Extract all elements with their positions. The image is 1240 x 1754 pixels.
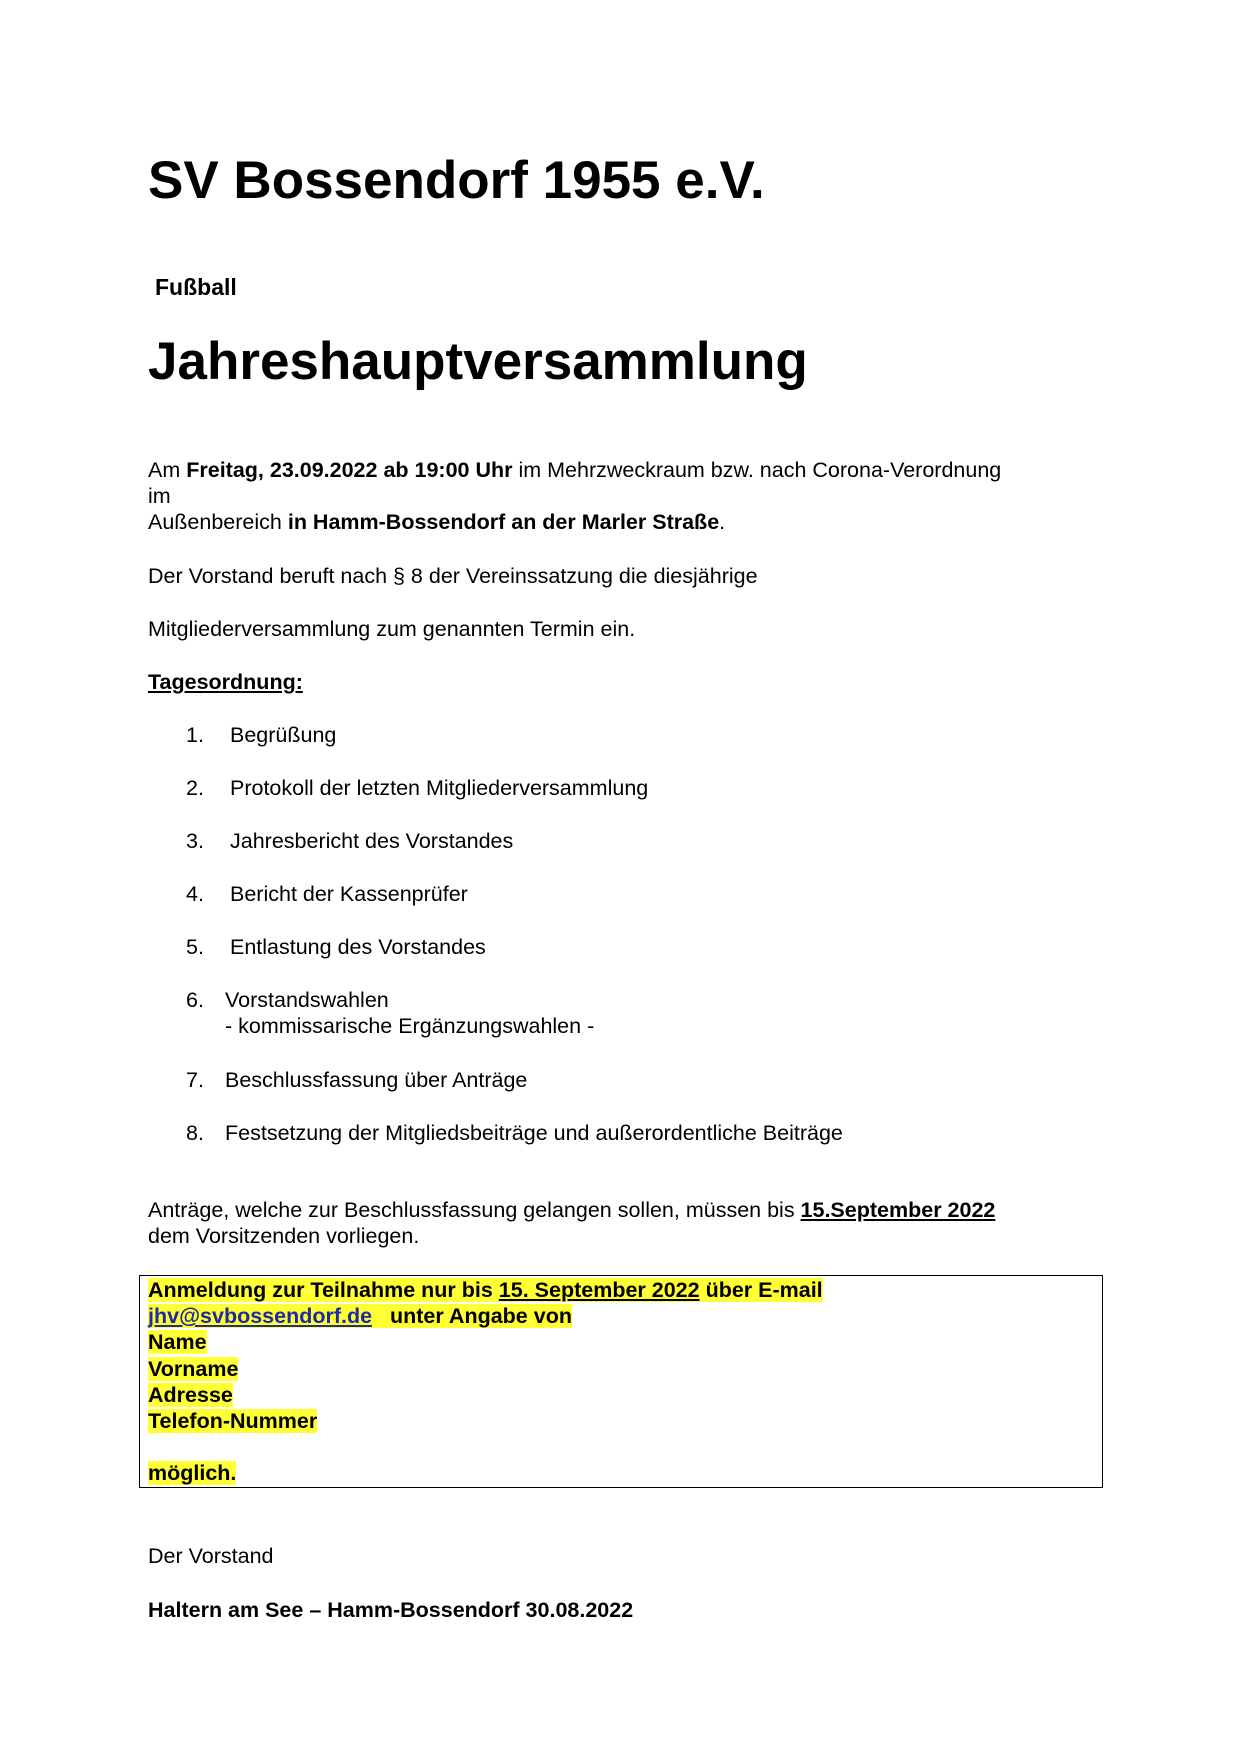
convocation-paragraph-continued: Mitgliederversammlung zum genannten Termin ein. (148, 617, 636, 641)
agenda-text: Entlastung des Vorstandes (230, 935, 486, 959)
document-title: Jahreshauptversammlung (148, 332, 808, 391)
motions-deadline: 15.September 2022 (800, 1198, 996, 1222)
intro-line-1 (148, 457, 1001, 483)
place-and-date: Haltern am See – Hamm-Bossendorf 30.08.2022 (148, 1598, 634, 1622)
motions-line-1 (148, 1197, 995, 1223)
intro-line-3 (148, 509, 1001, 535)
registration-email-link[interactable]: jhv@svbossendorf.de (148, 1304, 373, 1329)
agenda-number: 3. (186, 829, 204, 853)
registration-line-1 (148, 1277, 823, 1303)
registration-text-part: unter Angabe von (390, 1304, 572, 1329)
registration-gap (372, 1304, 390, 1328)
agenda-text: Begrüßung (230, 723, 337, 747)
field-label: Vorname (148, 1356, 239, 1381)
agenda-number: 4. (186, 882, 204, 906)
agenda-text: Jahresbericht des Vorstandes (230, 829, 514, 853)
motions-line-2: dem Vorsitzenden vorliegen. (148, 1224, 420, 1248)
field-label: Adresse (148, 1382, 233, 1407)
agenda-text: Beschlussfassung über Anträge (225, 1068, 528, 1092)
agenda-number: 6. (186, 988, 204, 1012)
agenda-subtext: - kommissarische Ergänzungswahlen - (225, 1014, 595, 1038)
agenda-number: 2. (186, 776, 204, 800)
agenda-text: Protokoll der letzten Mitgliederversammlung (230, 776, 649, 800)
section-label: Fußball (155, 274, 237, 300)
registration-field-phone (148, 1408, 823, 1434)
registration-deadline: 15. September 2022 (498, 1278, 700, 1302)
meeting-date-time: Freitag, 23.09.2022 ab 19:00 Uhr (186, 458, 513, 482)
agenda-number: 1. (186, 723, 204, 747)
agenda-text: Festsetzung der Mitgliedsbeiträge und außerordentliche Beiträge (225, 1121, 843, 1145)
agenda-number: 8. (186, 1121, 204, 1145)
intro-paragraph (148, 457, 1001, 535)
intro-text: Außenbereich (148, 510, 288, 534)
meeting-location: in Hamm-Bossendorf an der Marler Straße (287, 510, 720, 534)
agenda-text: Vorstandswahlen (225, 988, 389, 1012)
agenda-number: 5. (186, 935, 204, 959)
agenda-text: Bericht der Kassenprüfer (230, 882, 468, 906)
intro-text: Am (148, 458, 187, 482)
agenda-number: 7. (186, 1068, 204, 1092)
agenda-heading: Tagesordnung: (148, 670, 303, 694)
registration-blank-line (148, 1434, 823, 1460)
registration-field-address (148, 1382, 823, 1408)
registration-closing (148, 1460, 823, 1486)
registration-field-name (148, 1329, 823, 1355)
registration-field-firstname (148, 1356, 823, 1382)
club-name: SV Bossendorf 1955 e.V. (148, 151, 765, 210)
registration-line-2 (148, 1303, 823, 1329)
sign-off: Der Vorstand (148, 1544, 274, 1568)
closing-text: möglich. (148, 1461, 237, 1486)
registration-text (148, 1277, 823, 1487)
motions-paragraph (148, 1197, 995, 1249)
field-label: Telefon-Nummer (148, 1408, 318, 1433)
intro-line-2: im (148, 484, 171, 508)
intro-text: im Mehrzweckraum bzw. nach Corona-Verordnung (512, 458, 1002, 482)
registration-text-part: Anmeldung zur Teilnahme nur bis (148, 1278, 499, 1302)
motions-text: Anträge, welche zur Beschlussfassung gelangen sollen, müssen bis (148, 1198, 801, 1222)
convocation-paragraph: Der Vorstand beruft nach § 8 der Vereinssatzung die diesjährige (148, 564, 758, 588)
registration-text-part: über E-mail (699, 1278, 823, 1302)
intro-text: . (719, 510, 726, 534)
field-label: Name (148, 1330, 207, 1355)
